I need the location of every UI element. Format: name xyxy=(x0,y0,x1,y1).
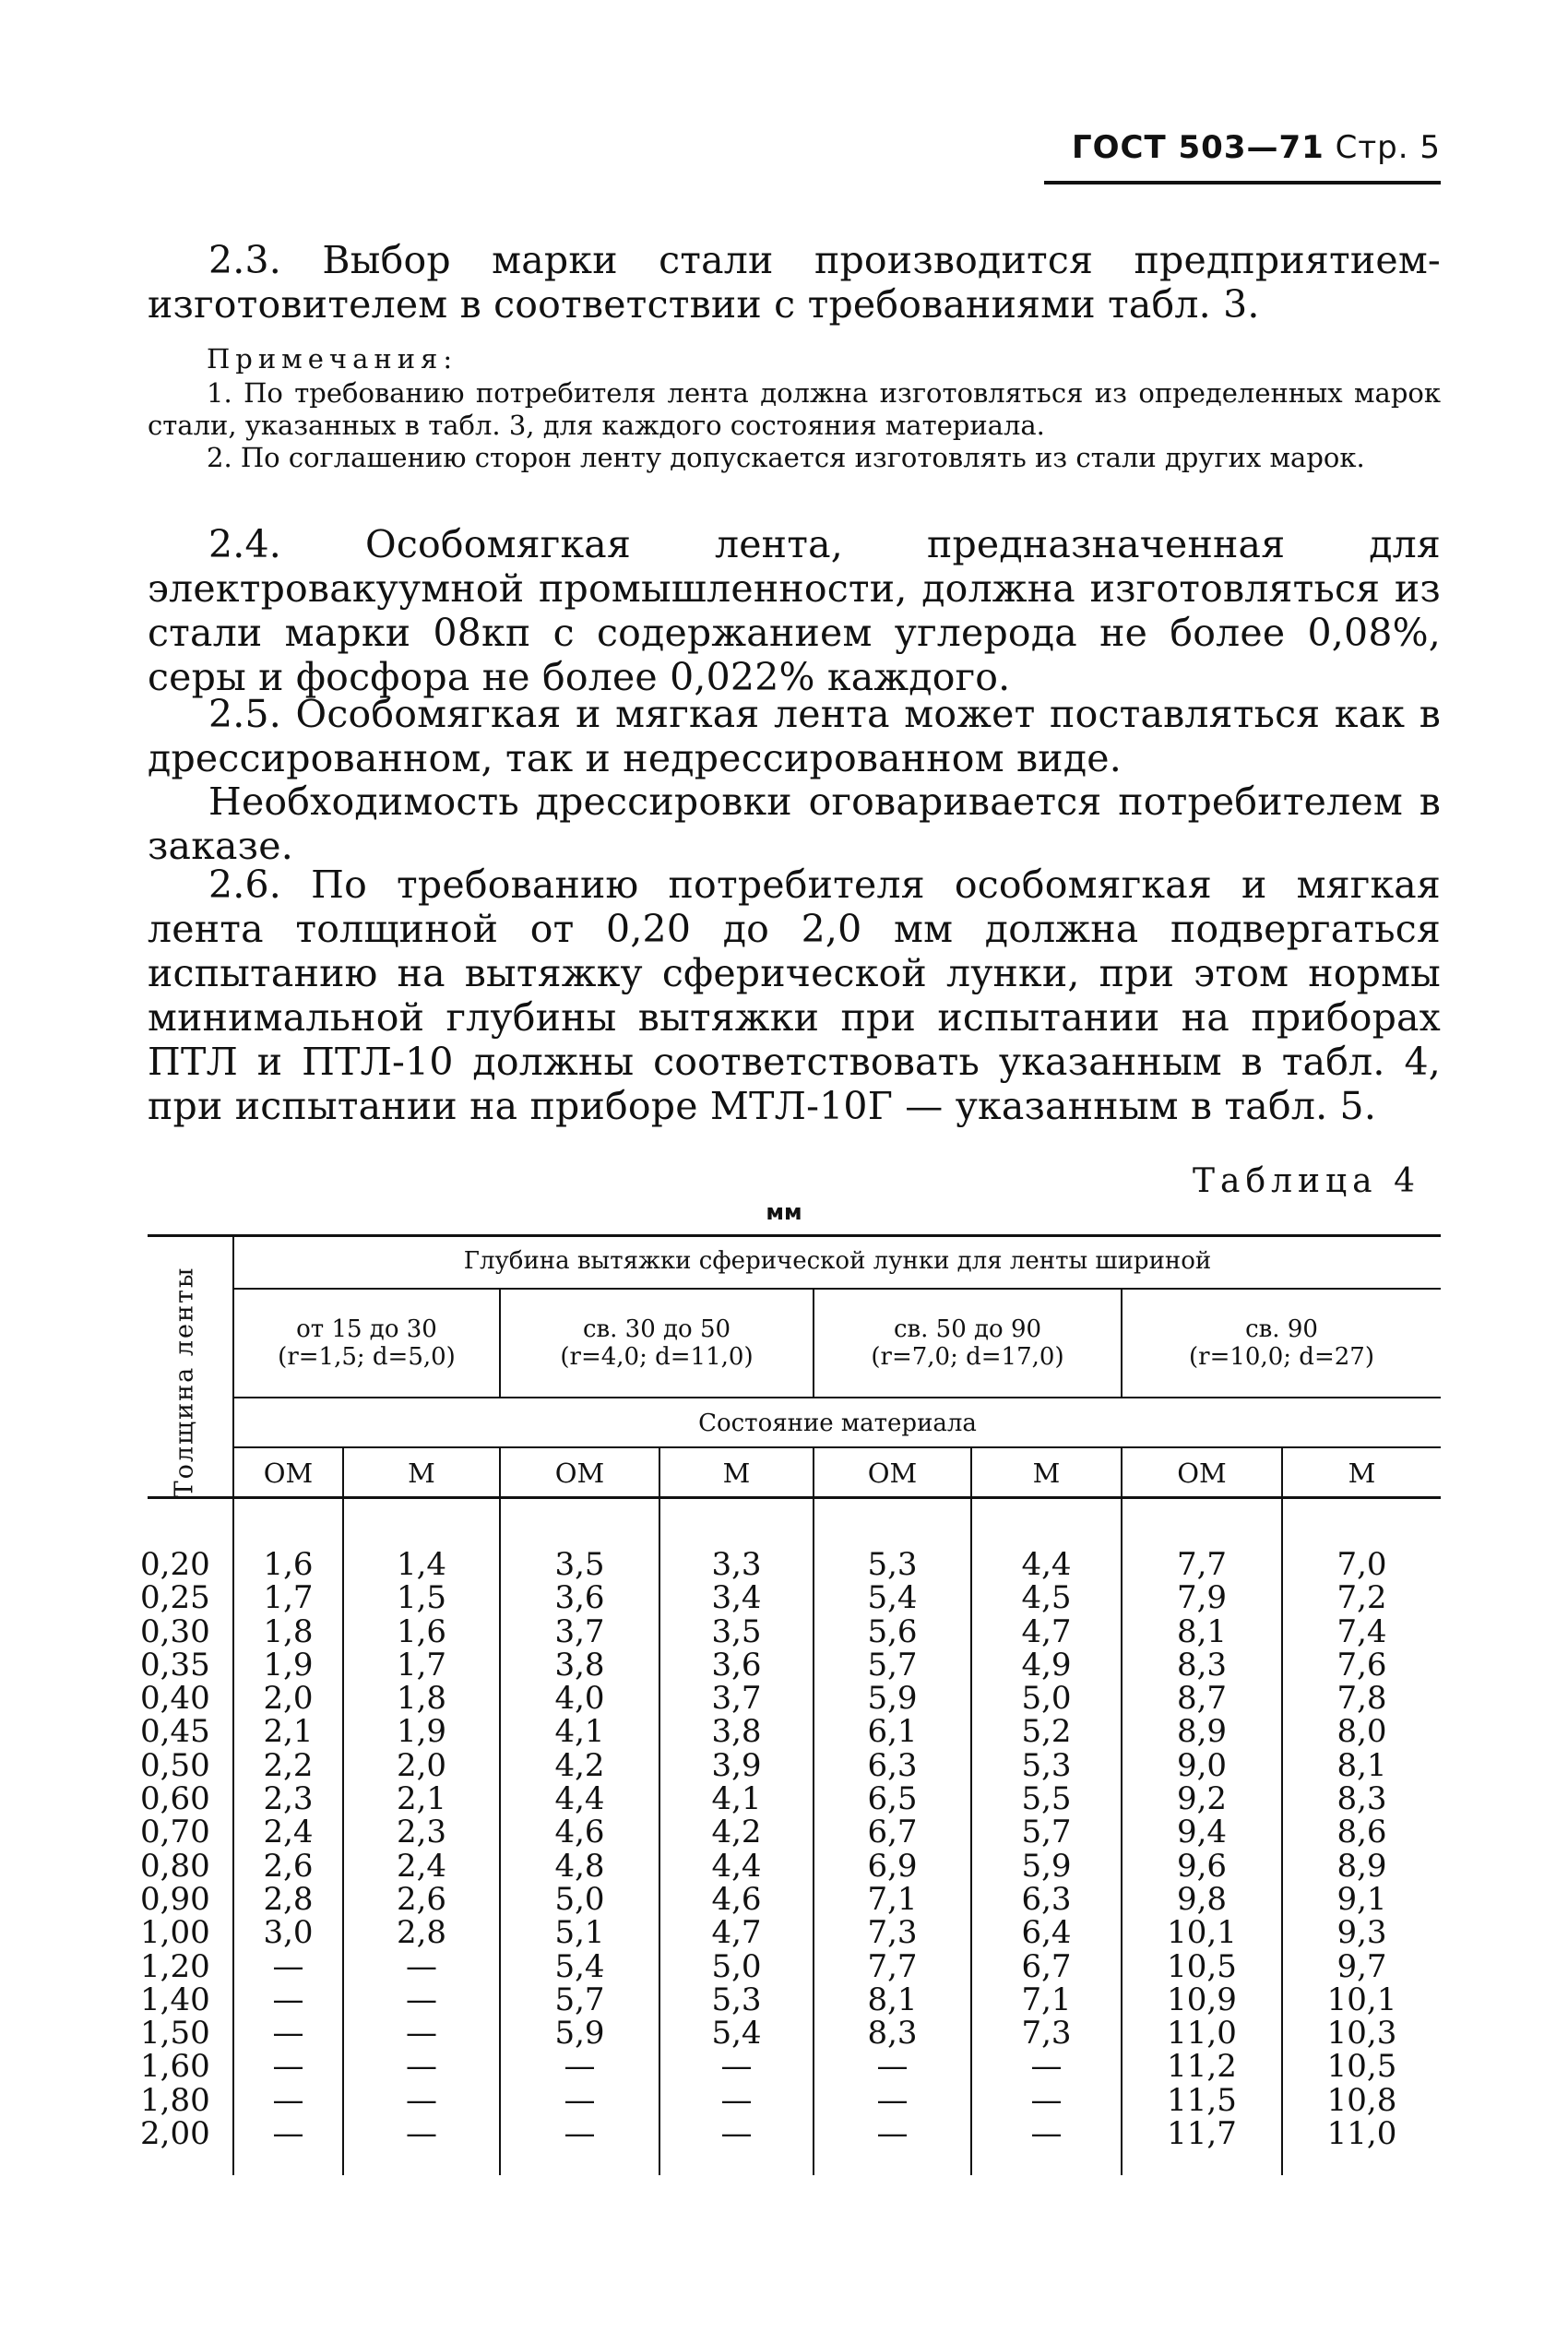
table-cell: 11,7 xyxy=(1167,2115,1237,2153)
thickness-cell: 1,00 xyxy=(140,1914,210,1952)
width-groups-rule xyxy=(232,1397,1441,1398)
table-cell: 4,5 xyxy=(1021,1579,1072,1617)
thickness-cell: 0,80 xyxy=(140,1847,210,1885)
table-cell: 4,6 xyxy=(554,1814,605,1851)
width-group-1 xyxy=(234,1315,499,1371)
thickness-cell: 0,90 xyxy=(140,1880,210,1918)
table-cell: — xyxy=(406,2081,437,2119)
table-cell: 2,1 xyxy=(396,1780,447,1818)
table-cell: 7,1 xyxy=(1021,1981,1072,2018)
table-cell: — xyxy=(564,2081,596,2119)
thickness-cell: 1,50 xyxy=(140,2015,210,2052)
table-cell: 8,1 xyxy=(1336,1746,1387,1784)
data-column-8 xyxy=(1283,1546,1441,2153)
table-cell: 3,9 xyxy=(711,1746,762,1784)
table-cell: 3,5 xyxy=(711,1612,762,1650)
table-cell: 11,0 xyxy=(1326,2115,1397,2153)
table-cell: 9,3 xyxy=(1336,1914,1387,1952)
table-cell: 1,8 xyxy=(396,1680,447,1718)
table-cell: 11,0 xyxy=(1167,2015,1237,2052)
data-column-5 xyxy=(814,1546,970,2153)
notes-block xyxy=(148,343,1441,474)
table-cell: 5,3 xyxy=(867,1546,918,1583)
table-cell: 1,6 xyxy=(263,1546,314,1583)
table-cell: 4,2 xyxy=(711,1814,762,1851)
thickness-cell: 0,50 xyxy=(140,1746,210,1784)
table-cell: 7,7 xyxy=(867,1947,918,1985)
table-cell: 1,9 xyxy=(396,1713,447,1751)
group-header: Глубина вытяжки сферической лунки для ленты шириной xyxy=(463,1247,1212,1275)
page-header xyxy=(1044,129,1441,166)
table-cell: 7,0 xyxy=(1336,1546,1387,1583)
table-cell: 7,8 xyxy=(1336,1680,1387,1718)
table-cell: — xyxy=(406,2115,437,2153)
table-cell: 1,4 xyxy=(396,1546,447,1583)
table-cell: 8,3 xyxy=(1176,1646,1228,1684)
width-group-1-range: от 15 до 30 xyxy=(296,1315,437,1343)
table-cell: 6,4 xyxy=(1021,1914,1072,1952)
table-cell: 5,0 xyxy=(554,1880,605,1918)
state-label-6: М xyxy=(1032,1458,1061,1489)
width-group-4-range: св. 90 xyxy=(1245,1315,1318,1343)
table-cell: 8,6 xyxy=(1336,1814,1387,1851)
table-cell: 4,7 xyxy=(711,1914,762,1952)
table-cell: 6,9 xyxy=(867,1847,918,1885)
table-cell: 2,6 xyxy=(263,1847,314,1885)
page-number: Стр. 5 xyxy=(1335,129,1441,166)
data-column-4 xyxy=(660,1546,813,2153)
table-cell: — xyxy=(406,2048,437,2086)
table-cell: 7,7 xyxy=(1176,1546,1228,1583)
thickness-cell: 0,25 xyxy=(140,1579,210,1617)
thickness-cell: 0,20 xyxy=(140,1546,210,1583)
table-cell: 2,6 xyxy=(396,1880,447,1918)
table-cell: 9,1 xyxy=(1336,1880,1387,1918)
table-cell: — xyxy=(720,2048,753,2086)
table-cell: 10,9 xyxy=(1167,1981,1237,2018)
table-cell: 1,6 xyxy=(396,1612,447,1650)
table-cell: — xyxy=(564,2115,596,2153)
thickness-cell: 0,40 xyxy=(140,1680,210,1718)
table-cell: — xyxy=(1030,2115,1063,2153)
table-cell: 5,4 xyxy=(867,1579,918,1617)
row-header-cell xyxy=(166,1262,203,1502)
table-cell: 4,6 xyxy=(711,1880,762,1918)
table-cell: 7,1 xyxy=(867,1880,918,1918)
table-cell: 5,9 xyxy=(867,1680,918,1718)
table-cell: 1,5 xyxy=(396,1579,447,1617)
table-cell: 1,7 xyxy=(396,1646,447,1684)
table-cell: — xyxy=(272,2081,304,2119)
thickness-cell: 0,35 xyxy=(140,1646,210,1684)
table-cell: 3,6 xyxy=(711,1646,762,1684)
section-2-6 xyxy=(148,863,1441,1128)
table-cell: 7,3 xyxy=(1021,2015,1072,2052)
table-cell: 8,3 xyxy=(867,2015,918,2052)
data-column-1 xyxy=(234,1546,342,2153)
table-cell: — xyxy=(876,2048,909,2086)
table-cell: 10,5 xyxy=(1167,1947,1237,1985)
table-cell: 5,3 xyxy=(711,1981,762,2018)
table-cell: 5,1 xyxy=(554,1914,605,1952)
table-cell: 9,7 xyxy=(1336,1947,1387,1985)
note-1: 1. По требованию потребителя лента должна изготовляться из определенных марок стали, указанных в табл. 3, для каждого состояния материала. xyxy=(148,377,1441,441)
table-cell: 8,9 xyxy=(1176,1713,1228,1751)
paragraph-2-5: 2.5. Особомягкая и мягкая лента может поставляться как в дрессированном, так и недрессированном виде. xyxy=(148,692,1441,780)
section-2-5 xyxy=(148,692,1441,780)
width-group-2 xyxy=(501,1315,813,1371)
table-cell: 4,7 xyxy=(1021,1612,1072,1650)
table-cell: — xyxy=(272,2048,304,2086)
table-cell: 7,3 xyxy=(867,1914,918,1952)
paragraph-2-4: 2.4. Особомягкая лента, предназначенная для электровакуумной промышленности, должна изготовляться из стали марки 08кп с содержанием углерода не более 0,08%, серы и фосфора не более 0,022% каждого. xyxy=(148,522,1441,699)
table-cell: 8,7 xyxy=(1176,1680,1228,1718)
table-cell: 5,9 xyxy=(554,2015,605,2052)
thickness-cell: 0,30 xyxy=(140,1612,210,1650)
thickness-cell: 1,20 xyxy=(140,1947,210,1985)
table-cell: — xyxy=(272,1947,304,1985)
section-2-5-note xyxy=(148,779,1441,868)
state-label-1: ОМ xyxy=(263,1458,314,1489)
table-cell: 7,2 xyxy=(1336,1579,1387,1617)
table-cell: — xyxy=(406,1947,437,1985)
table-cell: — xyxy=(720,2081,753,2119)
table-cell: 5,6 xyxy=(867,1612,918,1650)
state-label-7: ОМ xyxy=(1177,1458,1227,1489)
table-cell: 4,4 xyxy=(711,1847,762,1885)
table-cell: 4,8 xyxy=(554,1847,605,1885)
thickness-cell: 0,60 xyxy=(140,1780,210,1818)
table-cell: 5,9 xyxy=(1021,1847,1072,1885)
table-cell: 7,9 xyxy=(1176,1579,1228,1617)
table-cell: 5,7 xyxy=(1021,1814,1072,1851)
table-cell: 2,8 xyxy=(263,1880,314,1918)
table-cell: 2,0 xyxy=(396,1746,447,1784)
table-cell: 3,8 xyxy=(711,1713,762,1751)
data-column-2 xyxy=(344,1546,499,2153)
table-cell: 9,0 xyxy=(1176,1746,1228,1784)
table-cell: 7,6 xyxy=(1336,1646,1387,1684)
table-cell: 2,8 xyxy=(396,1914,447,1952)
row-header-label: Толщина ленты xyxy=(170,1266,199,1498)
table-cell: 5,3 xyxy=(1021,1746,1072,1784)
note-2: 2. По соглашению сторон ленту допускается изготовлять из стали других марок. xyxy=(207,442,1365,473)
width-group-4-params: (r=10,0; d=27) xyxy=(1189,1343,1374,1371)
table-cell: 5,4 xyxy=(554,1947,605,1985)
table-cell: — xyxy=(272,2015,304,2052)
table-cell: 2,3 xyxy=(396,1814,447,1851)
table-cell: 4,1 xyxy=(554,1713,605,1751)
table-cell: 1,7 xyxy=(263,1579,314,1617)
state-label-2: М xyxy=(408,1458,435,1489)
table-cell: 6,7 xyxy=(1021,1947,1072,1985)
table-cell: 11,2 xyxy=(1167,2048,1237,2086)
data-column-7 xyxy=(1123,1546,1281,2153)
table-cell: 2,2 xyxy=(263,1746,314,1784)
table-cell: 3,8 xyxy=(554,1646,605,1684)
paragraph-2-6: 2.6. По требованию потребителя особомягкая и мягкая лента толщиной от 0,20 до 2,0 мм должна подвергаться испытанию на вытяжку сферической лунки, при этом нормы минимальной глубины вытяжки при испытании на приборах ПТЛ и ПТЛ-10 должны соответствовать указанным в табл. 4, при испытании на приборе МТЛ-10Г — указанным в табл. 5. xyxy=(148,863,1441,1128)
table-cell: 8,9 xyxy=(1336,1847,1387,1885)
table-cell: — xyxy=(406,2015,437,2052)
table-cell: 6,5 xyxy=(867,1780,918,1818)
table-cell: 3,6 xyxy=(554,1579,605,1617)
table-cell: 5,7 xyxy=(867,1646,918,1684)
width-group-2-range: св. 30 до 50 xyxy=(582,1315,731,1343)
table-cell: 9,4 xyxy=(1176,1814,1228,1851)
table-cell: 10,1 xyxy=(1326,1981,1397,2018)
table-cell: 9,6 xyxy=(1176,1847,1228,1885)
table-cell: 6,1 xyxy=(867,1713,918,1751)
thickness-column xyxy=(140,1546,232,2153)
table-cell: — xyxy=(272,1981,304,2018)
table-cell: 2,4 xyxy=(396,1847,447,1885)
table-cell: — xyxy=(876,2081,909,2119)
width-group-3-params: (r=7,0; d=17,0) xyxy=(871,1343,1064,1371)
state-label-3: ОМ xyxy=(554,1458,605,1489)
table-cell: 3,5 xyxy=(554,1546,605,1583)
table-cell: 5,2 xyxy=(1021,1713,1072,1751)
table-cell: 5,0 xyxy=(711,1947,762,1985)
table-cell: — xyxy=(272,2115,304,2153)
section-2-3 xyxy=(148,238,1441,327)
table-units: мм xyxy=(766,1199,802,1225)
width-group-2-params: (r=4,0; d=11,0) xyxy=(560,1343,754,1371)
table-cell: 4,0 xyxy=(554,1680,605,1718)
width-group-3-range: св. 50 до 90 xyxy=(893,1315,1042,1343)
paragraph-2-5-b: Необходимость дрессировки оговаривается потребителем в заказе. xyxy=(148,779,1441,868)
table-cell: 6,3 xyxy=(867,1746,918,1784)
table-cell: 10,5 xyxy=(1326,2048,1397,2086)
table-cell: — xyxy=(564,2048,596,2086)
thickness-cell: 0,70 xyxy=(140,1814,210,1851)
data-column-6 xyxy=(972,1546,1121,2153)
thickness-cell: 1,60 xyxy=(140,2048,210,2086)
table-cell: 4,2 xyxy=(554,1746,605,1784)
table-cell: 2,3 xyxy=(263,1780,314,1818)
table-cell: 8,0 xyxy=(1336,1713,1387,1751)
table-cell: — xyxy=(1030,2048,1063,2086)
table-cell: 8,1 xyxy=(867,1981,918,2018)
paragraph-2-3: 2.3. Выбор марки стали производится предприятием-изготовителем в соответствии с требованиями табл. 3. xyxy=(148,238,1441,327)
table-cell: 10,8 xyxy=(1326,2081,1397,2119)
table-cell: 5,4 xyxy=(711,2015,762,2052)
state-header-rule xyxy=(232,1446,1441,1448)
table-cell: 4,1 xyxy=(711,1780,762,1818)
width-group-4 xyxy=(1123,1315,1441,1371)
table-title: Таблица 4 xyxy=(1193,1162,1420,1200)
width-group-1-params: (r=1,5; d=5,0) xyxy=(278,1343,456,1371)
table-cell: 3,7 xyxy=(711,1680,762,1718)
table-cell: 4,9 xyxy=(1021,1646,1072,1684)
table-cell: 8,1 xyxy=(1176,1612,1228,1650)
table-cell: 7,4 xyxy=(1336,1612,1387,1650)
state-header: Состояние материала xyxy=(698,1410,977,1437)
thickness-cell: 0,45 xyxy=(140,1713,210,1751)
table-cell: 3,3 xyxy=(711,1546,762,1583)
thickness-cell: 1,40 xyxy=(140,1981,210,2018)
table-cell: 5,7 xyxy=(554,1981,605,2018)
table-cell: 8,3 xyxy=(1336,1780,1387,1818)
table-cell: 1,9 xyxy=(263,1646,314,1684)
group-header-rule xyxy=(232,1288,1441,1290)
table-top-rule xyxy=(148,1234,1441,1237)
thickness-cell: 2,00 xyxy=(140,2115,210,2153)
table-cell: 10,1 xyxy=(1167,1914,1237,1952)
table-cell: 11,5 xyxy=(1167,2081,1237,2119)
table-4 xyxy=(140,1234,1441,2175)
table-cell: 3,4 xyxy=(711,1579,762,1617)
header-rule xyxy=(1044,181,1441,184)
table-cell: — xyxy=(720,2115,753,2153)
state-label-8: М xyxy=(1348,1458,1376,1489)
data-column-3 xyxy=(501,1546,659,2153)
table-cell: — xyxy=(1030,2081,1063,2119)
state-label-4: М xyxy=(722,1458,751,1489)
table-cell: 2,1 xyxy=(263,1713,314,1751)
table-cell: 9,8 xyxy=(1176,1880,1228,1918)
state-label-5: ОМ xyxy=(867,1458,918,1489)
section-2-4 xyxy=(148,522,1441,699)
table-cell: 5,5 xyxy=(1021,1780,1072,1818)
table-cell: 5,0 xyxy=(1021,1680,1072,1718)
width-group-3 xyxy=(814,1315,1121,1371)
table-cell: 1,8 xyxy=(263,1612,314,1650)
table-cell: 9,2 xyxy=(1176,1780,1228,1818)
standard-number: ГОСТ 503—71 xyxy=(1071,129,1324,166)
table-cell: 3,7 xyxy=(554,1612,605,1650)
table-cell: 6,3 xyxy=(1021,1880,1072,1918)
notes-title: Примечания: xyxy=(207,343,458,375)
table-cell: 2,0 xyxy=(263,1680,314,1718)
thickness-cell: 1,80 xyxy=(140,2081,210,2119)
table-cell: 4,4 xyxy=(554,1780,605,1818)
table-cell: 6,7 xyxy=(867,1814,918,1851)
table-cell: 4,4 xyxy=(1021,1546,1072,1583)
table-cell: 10,3 xyxy=(1326,2015,1397,2052)
table-cell: — xyxy=(876,2115,909,2153)
table-cell: — xyxy=(406,1981,437,2018)
table-cell: 3,0 xyxy=(263,1914,314,1952)
table-cell: 2,4 xyxy=(263,1814,314,1851)
